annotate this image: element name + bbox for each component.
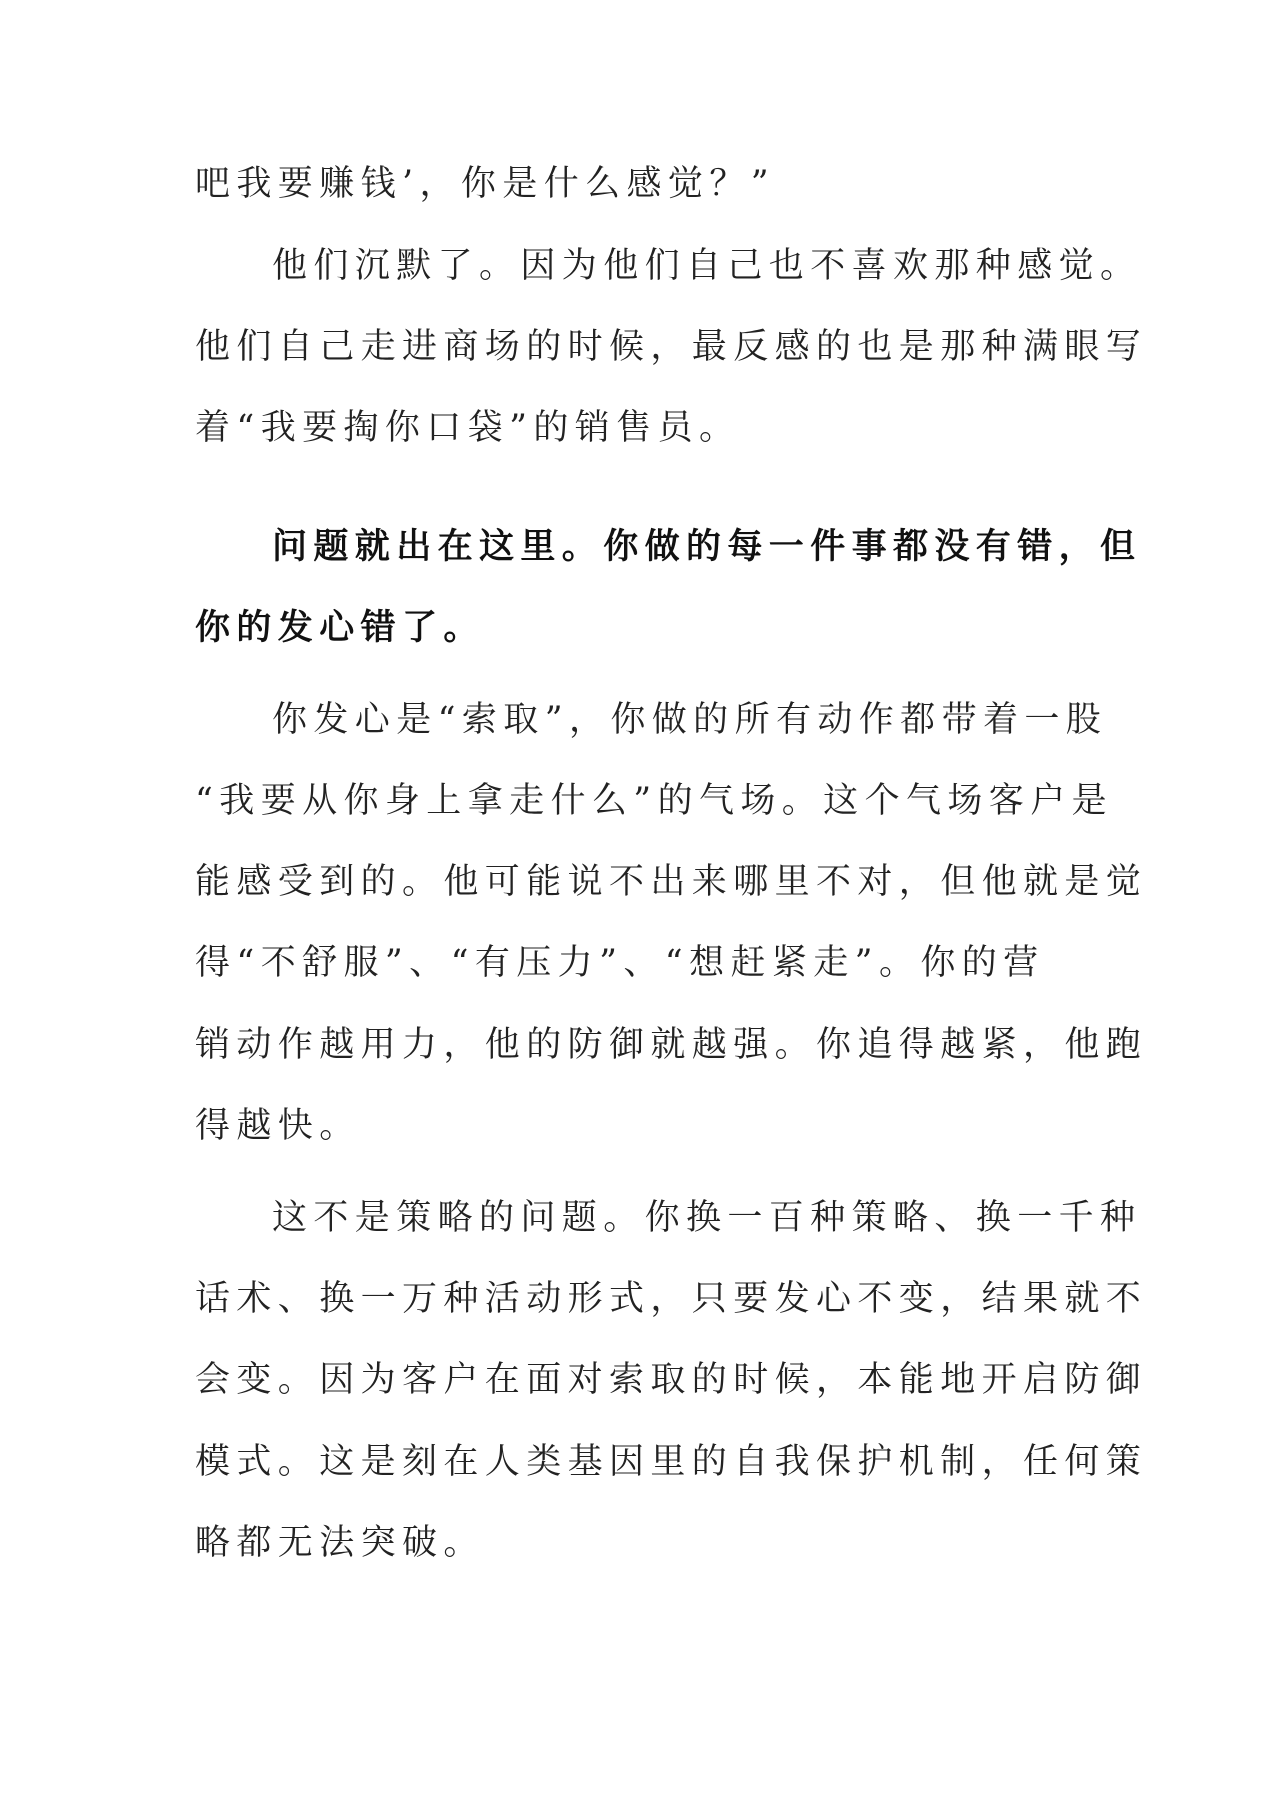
text-line: 略都无法突破。 bbox=[195, 1523, 485, 1563]
paragraph-first-line: 这不是策略的问题。你换一百种策略、换一千种 bbox=[272, 1198, 1142, 1238]
paragraph-first-line: 他们沉默了。因为他们自己也不喜欢那种感觉。 bbox=[272, 246, 1142, 286]
text-line: 着“我要掏你口袋”的销售员。 bbox=[195, 408, 741, 448]
text-line: “我要从你身上拿走什么”的气场。这个气场客户是 bbox=[195, 781, 1113, 821]
text-line: 得“不舒服”、“有压力”、“想赶紧走”。你的营 bbox=[195, 943, 1045, 983]
text-line: 吧我要赚钱’，你是什么感觉？” bbox=[195, 164, 776, 204]
paragraph-first-line: 你发心是“索取”，你做的所有动作都带着一股 bbox=[272, 700, 1108, 740]
bold-paragraph-first-line: 问题就出在这里。你做的每一件事都没有错，但 bbox=[272, 526, 1142, 567]
text-line: 能感受到的。他可能说不出来哪里不对，但他就是觉 bbox=[195, 862, 1148, 902]
bold-text-line: 你的发心错了。 bbox=[195, 607, 485, 648]
text-line: 得越快。 bbox=[195, 1106, 361, 1146]
text-line: 会变。因为客户在面对索取的时候，本能地开启防御 bbox=[195, 1360, 1148, 1400]
text-line: 他们自己走进商场的时候，最反感的也是那种满眼写 bbox=[195, 327, 1148, 367]
text-line: 销动作越用力，他的防御就越强。你追得越紧，他跑 bbox=[195, 1025, 1148, 1065]
text-line: 模式。这是刻在人类基因里的自我保护机制，任何策 bbox=[195, 1442, 1148, 1482]
text-line: 话术、换一万种活动形式，只要发心不变，结果就不 bbox=[195, 1279, 1148, 1319]
